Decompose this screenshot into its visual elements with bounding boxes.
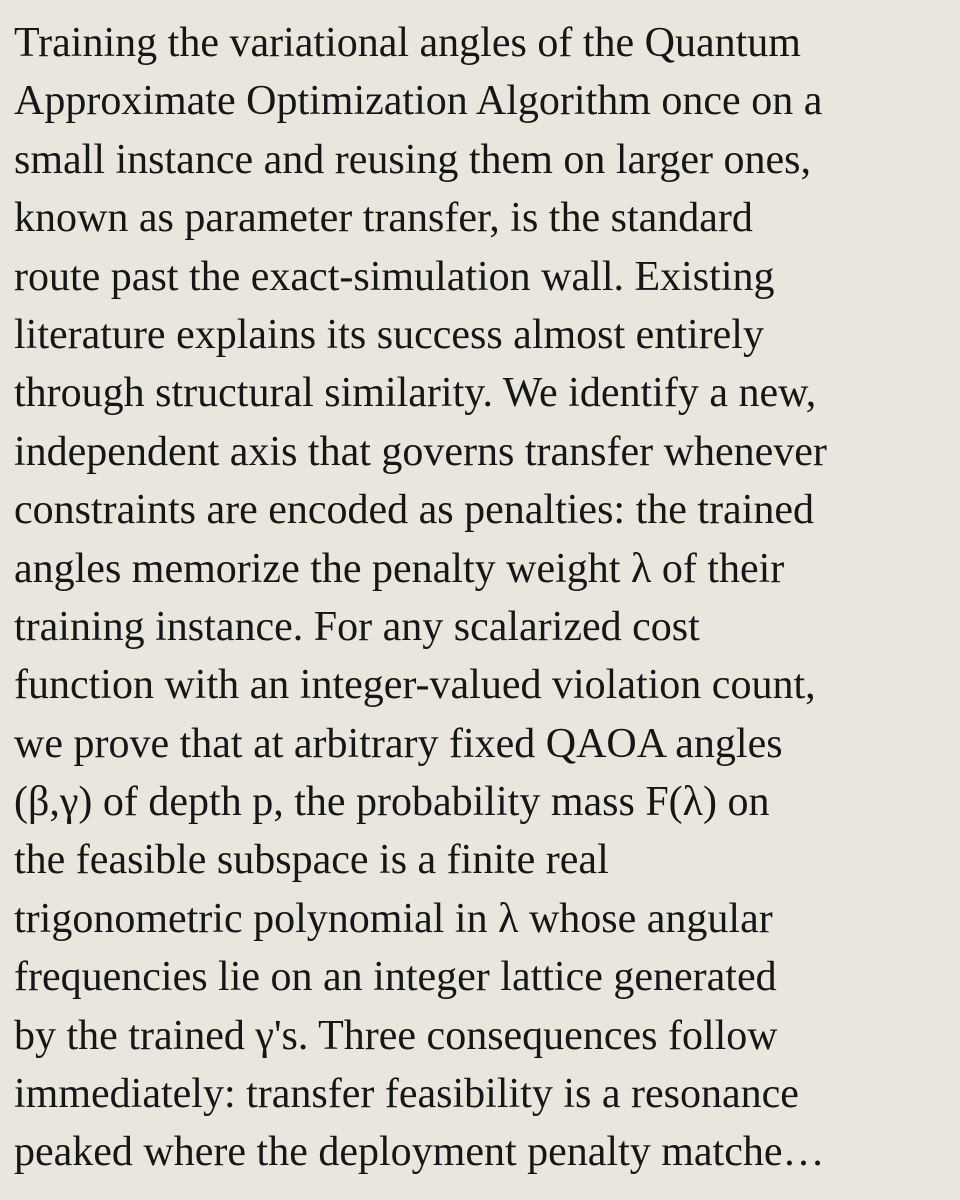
text-line: immediately: transfer feasibility is a resonance [14, 1071, 799, 1118]
text-line: route past the exact-simulation wall. Existing [14, 253, 775, 300]
text-line: the feasible subspace is a finite real [14, 837, 609, 884]
text-line: by the trained γ's. Three consequences follow [14, 1012, 778, 1059]
text-line: known as parameter transfer, is the standard [14, 195, 753, 242]
text-line: trigonometric polynomial in λ whose angular [14, 895, 773, 942]
text-line: training instance. For any scalarized cost [14, 603, 700, 650]
text-line: through structural similarity. We identify a new, [14, 370, 817, 417]
text-line: literature explains its success almost entirely [14, 311, 764, 358]
text-line: Training the variational angles of the Quantum [14, 20, 801, 66]
abstract-paragraph [14, 14, 950, 1182]
text-line: constraints are encoded as penalties: the trained [14, 487, 815, 534]
text-line: small instance and reusing them on larger ones, [14, 136, 812, 183]
text-line: we prove that at arbitrary fixed QAOA angles [14, 720, 783, 767]
text-line: angles memorize the penalty weight λ of their [14, 545, 785, 592]
text-line: frequencies lie on an integer lattice generated [14, 954, 777, 1001]
text-line: function with an integer-valued violation count, [14, 662, 816, 709]
text-line: Approximate Optimization Algorithm once on a [14, 78, 823, 125]
text-line: (β,γ) of depth p, the probability mass F(λ) on [14, 779, 770, 826]
text-line: peaked where the deployment penalty matche… [14, 1129, 825, 1176]
text-line: independent axis that governs transfer whenever [14, 428, 827, 475]
